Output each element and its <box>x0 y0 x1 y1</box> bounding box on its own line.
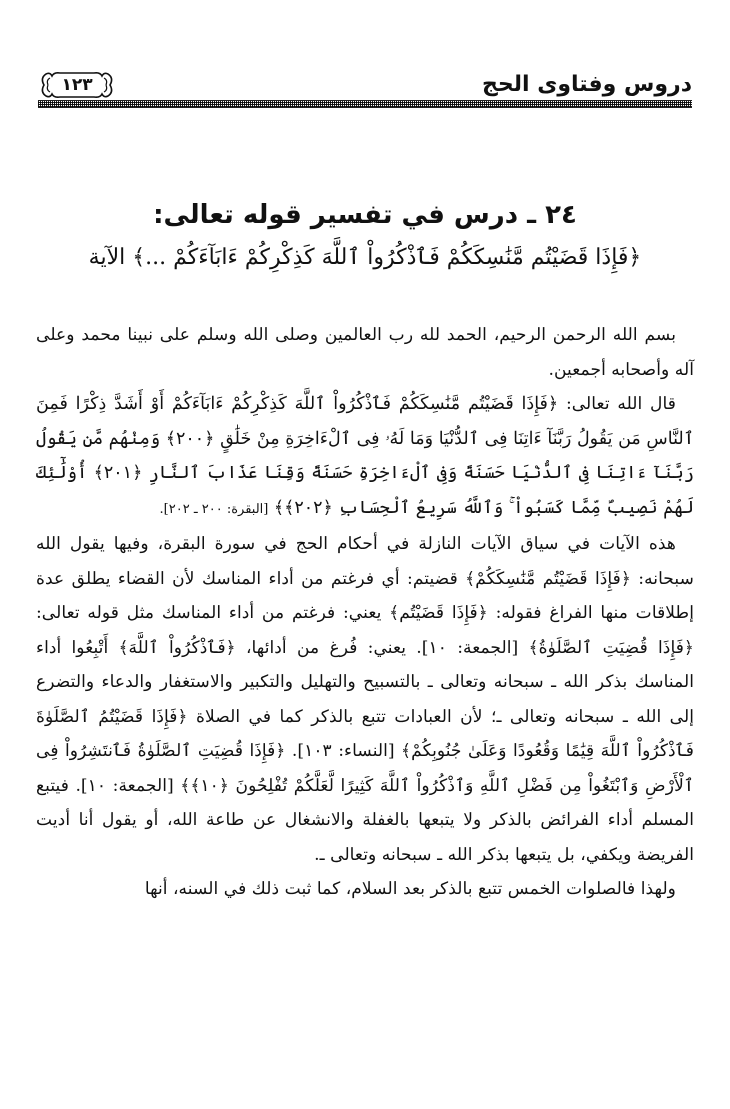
verse-close-bracket: ﴾ <box>132 245 146 270</box>
paragraph-tafsir: هذه الآيات في سياق الآيات النازلة في أحكام الحج في سورة البقرة، وفيها يقول الله سبحانه: ﴿فَإِذَا قَضَيْتُم مَّنَٰسِكَكُمْ﴾ قضيتم: أي فرغتم من أداء المناسك لأن القضاء يطلق عدة إطلاقات منها الفراغ فقوله: ﴿فَإِذَا قَضَيْتُم﴾ يعني: فرغتم من أداء المناسك مثل قوله تعالى: ﴿فَإِذَا قُضِيَتِ ٱلصَّلَوٰةُ﴾ [الجمعة: ١٠]. يعني: فُرغ من أدائها، ﴿فَٱذْكُرُواْ ٱللَّهَ﴾ أَتْبِعُوا أداء المناسك بذكر الله ـ سبحانه وتعالى ـ بالتسبيح والتهليل والتكبير والاستغفار والدعاء والتضرع إلى الله ـ سبحانه وتعالى ـ؛ لأن العبادات تتبع بالذكر كما في الصلاة ﴿فَإِذَا قَضَيْتُمُ ٱلصَّلَوٰةَ فَٱذْكُرُواْ ٱللَّهَ قِيَٰمًا وَقُعُودًا وَعَلَىٰ جُنُوبِكُمْ﴾ [النساء: ١٠٣]. ﴿فَإِذَا قُضِيَتِ ٱلصَّلَوٰةُ فَٱنتَشِرُواْ فِى ٱلْأَرْضِ وَٱبْتَغُواْ مِن فَضْلِ ٱللَّهِ وَٱذْكُرُواْ ٱللَّهَ كَثِيرًا لَّعَلَّكُمْ تُفْلِحُونَ ﴿١٠﴾﴾ [الجمعة: ١٠]. فيتبع المسلم أداء الفرائض بالذكر ولا يتبعها بالغفلة والانشغال عن طاعة الله، أو يقول أنا أديت الفريضة ويكفي، بل يتبعها بذكر الله ـ سبحانه وتعالى ـ. <box>36 534 694 865</box>
page-number-frame <box>38 70 116 100</box>
paragraph-continuation: ولهذا فالصلوات الخمس تتبع بالذكر بعد السلام، كما ثبت ذلك في السنه، أنها <box>144 879 676 899</box>
quran-passage: ﴿فَإِذَا قَضَيْتُم مَّنَٰسِكَكُمْ فَٱذْكُرُواْ ٱللَّهَ كَذِكْرِكُمْ ءَابَآءَكُمْ أَوْ أَشَدَّ ذِكْرًا فَمِنَ ٱلنَّاسِ مَن يَقُولُ رَبَّنَآ ءَاتِنَا فِى ٱلدُّنْيَا وَمَا لَهُۥ فِى ٱلْءَاخِرَةِ مِنْ خَلَٰقٍ ﴿٢٠٠﴾ وَمِنْهُم مَّن يَقُولُ رَبَّنَآ ءَاتِنَا فِى ٱلدُّنْيَا حَسَنَةً وَفِى ٱلْءَاخِرَةِ حَسَنَةً وَقِنَا عَذَابَ ٱلنَّارِ ﴿٢٠١﴾ أُوْلَٰٓئِكَ لَهُمْ نَصِيبٌ مِّمَّا كَسَبُواْ ۚ وَٱللَّهُ سَرِيعُ ٱلْحِسَابِ ﴿٢٠٢﴾﴾ <box>36 394 694 518</box>
paragraph-quote <box>36 387 694 527</box>
verse-suffix: الآية <box>88 245 126 270</box>
page-number: ١٢٣ <box>61 75 93 95</box>
quote-intro: قال الله تعالى: <box>565 394 676 414</box>
verse-text: فَإِذَا قَضَيْتُم مَّنَٰسِكَكُمْ فَٱذْكُرُواْ ٱللَّهَ كَذِكْرِكُمْ ءَابَآءَكُمْ ... <box>145 245 629 270</box>
book-title: دروس وفتاوى الحج <box>482 72 692 97</box>
paragraph-basmala: بسم الله الرحمن الرحيم، الحمد لله رب العالمين وصلى الله وسلم على نبينا محمد وعلى آله وأصحابه أجمعين. <box>36 325 694 380</box>
quran-reference: [البقرة: ٢٠٠ ـ ٢٠٢]. <box>159 501 269 517</box>
lesson-title: ٢٤ ـ درس في تفسير قوله تعالى: <box>153 200 577 230</box>
verse-open-bracket: ﴿ <box>628 245 642 270</box>
lesson-verse <box>36 245 694 270</box>
header-divider <box>38 100 692 108</box>
body-text <box>36 318 694 907</box>
